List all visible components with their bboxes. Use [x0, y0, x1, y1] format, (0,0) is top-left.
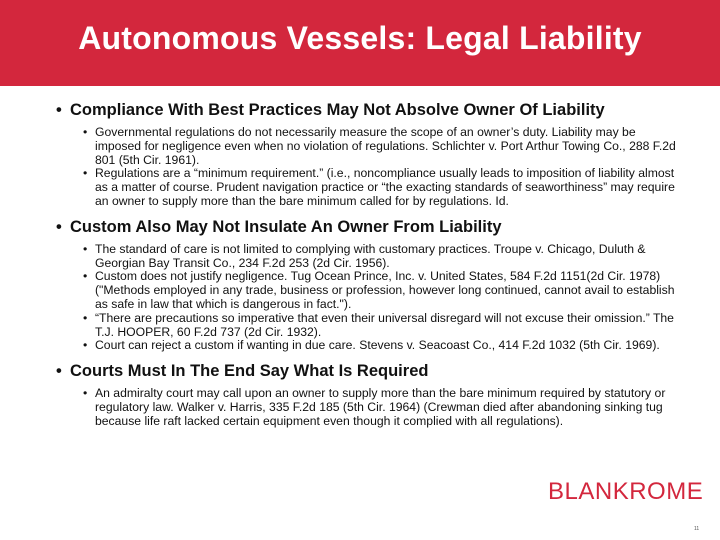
section-heading-3: • Courts Must In The End Say What Is Required: [56, 361, 676, 381]
bullet-2-4: • Court can reject a custom if wanting in due care. Stevens v. Seacoast Co., 414 F.2d 1032 (5th Cir. 1969).: [83, 339, 676, 353]
bullet-1-2: • Regulations are a “minimum requirement.” (i.e., noncompliance usually leads to imposition of liability almost as a matter of course. Prudent navigation practice or “the exacting standards of seaworthiness” may require an owner to supply more than the bare minimum called for by regulations. Id.: [83, 167, 676, 208]
bullet-2-1: • The standard of care is not limited to complying with customary practices. Troupe v. Chicago, Duluth & Georgian Bay Transit Co., 234 F.2d 253 (2d Cir. 1956).: [83, 243, 676, 271]
bullet-1-1: • Governmental regulations do not necessarily measure the scope of an owner’s duty. Liability may be imposed for negligence even when no violation of regulations. Schlichter v. Port Arthur Towing Co., 288 F.2d 801 (5th Cir. 1961).: [83, 126, 676, 167]
blankrome-logo: BLANKROME: [548, 478, 704, 505]
slide-title: Autonomous Vessels: Legal Liability: [78, 20, 642, 56]
title-bar: [0, 0, 720, 86]
bullet-3-1: • An admiralty court may call upon an owner to supply more than the bare minimum required by statutory or regulatory law. Walker v. Harris, 335 F.2d 185 (5th Cir. 1964) (Crewman died after abandoning sinking tug because life raft lacked certain equipment even though it complied with all regulations).: [83, 387, 676, 428]
section-heading-2: • Custom Also May Not Insulate An Owner From Liability: [56, 217, 676, 237]
bullet-2-3: • “There are precautions so imperative that even their universal disregard will not excuse their omission.” The T.J. HOOPER, 60 F.2d 737 (2d Cir. 1932).: [83, 312, 676, 340]
section-heading-1: • Compliance With Best Practices May Not Absolve Owner Of Liability: [56, 100, 676, 120]
bullet-2-2: • Custom does not justify negligence. Tug Ocean Prince, Inc. v. United States, 584 F.2d 1151(2d Cir. 1978) ("Methods employed in any trade, business or profession, however long continued, cannot avail to establish as safe in law that which is dangerous in fact.").: [83, 270, 676, 311]
slide-content: [56, 100, 676, 429]
page-number: 11: [694, 526, 700, 532]
